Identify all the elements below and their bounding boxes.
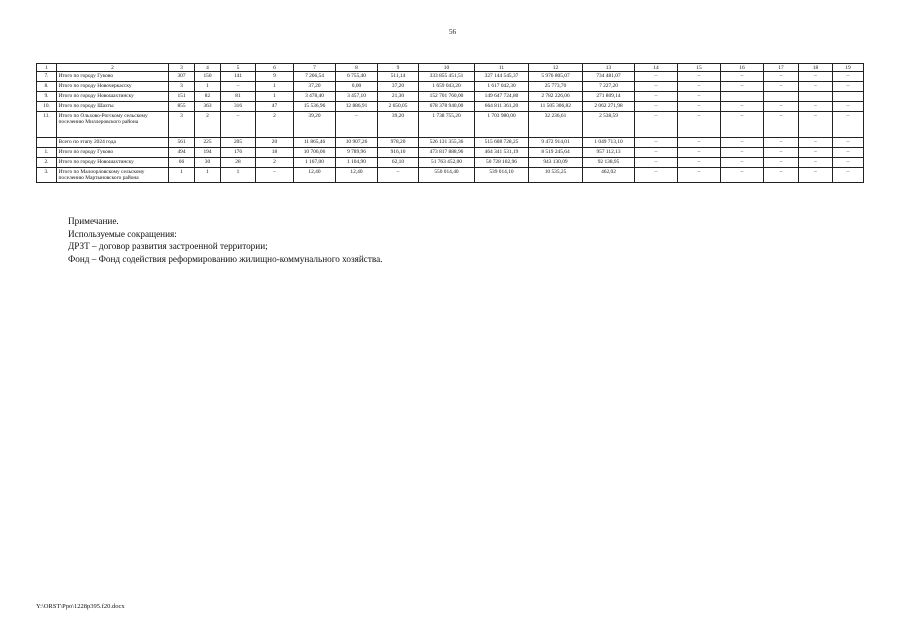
- table-cell: –: [799, 168, 833, 182]
- table-cell: 11 505 306,82: [529, 102, 583, 112]
- table-row: [37, 112, 864, 138]
- table-cell: –: [833, 112, 864, 138]
- column-number-header: 9: [378, 64, 419, 72]
- table-cell: 37,20: [378, 82, 419, 92]
- table-cell: 734 481,07: [583, 72, 635, 82]
- table-cell: 1: [195, 168, 221, 182]
- table-cell: 141: [221, 72, 256, 82]
- table-cell: 1 049 713,10: [583, 138, 635, 148]
- row-index-cell: 7.: [37, 72, 57, 82]
- table-cell: –: [221, 112, 256, 138]
- column-number-header: 13: [583, 64, 635, 72]
- row-index-cell: 10.: [37, 102, 57, 112]
- table-cell: 151: [169, 92, 195, 102]
- table-cell: –: [678, 138, 721, 148]
- table-cell: –: [833, 168, 864, 182]
- table-cell: –: [678, 168, 721, 182]
- column-number-header: 12: [529, 64, 583, 72]
- row-index-cell: 9.: [37, 92, 57, 102]
- table-cell: 150: [195, 72, 221, 82]
- table-cell: –: [635, 148, 678, 158]
- table-cell: 2 650,05: [378, 102, 419, 112]
- table-cell: –: [764, 168, 799, 182]
- table-header-row: [37, 64, 864, 72]
- table-cell: 47: [256, 102, 294, 112]
- table-cell: 66: [169, 158, 195, 168]
- table-cell: 511,14: [378, 72, 419, 82]
- table-cell: 2 782 226,06: [529, 92, 583, 102]
- row-name-cell: Итого по городу Новочеркасску: [57, 82, 169, 92]
- table-cell: –: [833, 138, 864, 148]
- table-cell: 194: [195, 148, 221, 158]
- table-cell: 916,10: [378, 148, 419, 158]
- table-cell: 25 773,70: [529, 82, 583, 92]
- column-number-header: 2: [57, 64, 169, 72]
- table-cell: –: [764, 138, 799, 148]
- table-cell: 1 167,00: [294, 158, 336, 168]
- column-number-header: 19: [833, 64, 864, 72]
- notes-title: Примечание.: [68, 216, 119, 226]
- row-name-cell: Итого по городу Новошахтинску: [57, 92, 169, 102]
- table-cell: 2: [256, 112, 294, 138]
- table-cell: 316: [221, 102, 256, 112]
- page-number: 56: [449, 28, 456, 36]
- table-cell: –: [678, 102, 721, 112]
- table-cell: 225: [195, 138, 221, 148]
- table-row: [37, 138, 864, 148]
- table-cell: 957 112,13: [583, 148, 635, 158]
- table-cell: –: [635, 112, 678, 138]
- table-cell: –: [764, 72, 799, 82]
- table-cell: 32 236,61: [529, 112, 583, 138]
- table-cell: 51 763 452,00: [419, 158, 475, 168]
- table-row: [37, 102, 864, 112]
- table-cell: 1: [169, 168, 195, 182]
- column-number-header: 3: [169, 64, 195, 72]
- table-cell: 1: [256, 92, 294, 102]
- table-cell: 3 457,10: [336, 92, 378, 102]
- table-cell: 1 617 042,30: [475, 82, 529, 92]
- column-number-header: 16: [721, 64, 764, 72]
- table-cell: [721, 92, 764, 102]
- table-cell: –: [764, 112, 799, 138]
- table-cell: 10 907,26: [336, 138, 378, 148]
- table-cell: 20: [256, 138, 294, 148]
- table-cell: 9: [256, 72, 294, 82]
- table-cell: [799, 92, 833, 102]
- table-cell: –: [799, 112, 833, 138]
- table-cell: –: [678, 148, 721, 158]
- file-path-footer: Y:\ORST\Ppo\1228p395.f20.docx: [36, 603, 125, 610]
- abbreviations-heading: Используемые сокращения:: [68, 228, 177, 239]
- column-number-header: 8: [336, 64, 378, 72]
- table-cell: 28: [221, 158, 256, 168]
- table-cell: –: [721, 138, 764, 148]
- table-cell: –: [678, 72, 721, 82]
- column-number-header: 18: [799, 64, 833, 72]
- table-cell: 1 703 980,00: [475, 112, 529, 138]
- table-cell: –: [833, 72, 864, 82]
- table-cell: –: [678, 82, 721, 92]
- table-cell: –: [635, 92, 678, 102]
- row-index-cell: 1.: [37, 148, 57, 158]
- table-cell: 515 608 728,25: [475, 138, 529, 148]
- table-cell: –: [833, 158, 864, 168]
- table-cell: 1 104,90: [336, 158, 378, 168]
- table-cell: 678 378 940,00: [419, 102, 475, 112]
- table-cell: 11 865,46: [294, 138, 336, 148]
- table-cell: 464 341 531,19: [475, 148, 529, 158]
- table-cell: 6 755,40: [336, 72, 378, 82]
- table-cell: 149 647 724,80: [475, 92, 529, 102]
- table-cell: 2 538,59: [583, 112, 635, 138]
- table-cell: 855: [169, 102, 195, 112]
- table-cell: 9 472 914,01: [529, 138, 583, 148]
- table-row: [37, 168, 864, 182]
- abbreviation-drzt: ДРЗТ – договор развития застроенной территории;: [68, 241, 268, 251]
- table-cell: –: [799, 158, 833, 168]
- table-cell: –: [721, 168, 764, 182]
- table-cell: 18: [256, 148, 294, 158]
- data-table: [36, 63, 864, 183]
- table-cell: 1 738 755,20: [419, 112, 475, 138]
- table-cell: 943 130,09: [529, 158, 583, 168]
- table-cell: –: [336, 112, 378, 138]
- table-cell: 62,10: [378, 158, 419, 168]
- table-cell: 81: [221, 92, 256, 102]
- table-cell: 92 138,95: [583, 158, 635, 168]
- table-cell: –: [221, 82, 256, 92]
- table-row: [37, 158, 864, 168]
- table-cell: –: [256, 168, 294, 182]
- table-cell: 82: [195, 92, 221, 102]
- table-cell: –: [833, 148, 864, 158]
- table-cell: –: [721, 82, 764, 92]
- table-cell: 39,20: [378, 112, 419, 138]
- table-cell: 30: [195, 158, 221, 168]
- table-cell: –: [764, 102, 799, 112]
- table-row: [37, 92, 864, 102]
- table-cell: 21,30: [378, 92, 419, 102]
- table-cell: 1: [256, 82, 294, 92]
- table-cell: –: [833, 102, 864, 112]
- table-cell: 50 728 182,96: [475, 158, 529, 168]
- row-index-cell: [37, 138, 57, 148]
- table-cell: 327 144 545,37: [475, 72, 529, 82]
- table-cell: 978,20: [378, 138, 419, 148]
- row-name-cell: Итого по городу Шахты: [57, 102, 169, 112]
- table-cell: 39,20: [294, 112, 336, 138]
- table-cell: 7 266,54: [294, 72, 336, 82]
- table-cell: 10 535,25: [529, 168, 583, 182]
- table-cell: 10 706,06: [294, 148, 336, 158]
- table-cell: –: [721, 72, 764, 82]
- table-cell: –: [635, 82, 678, 92]
- column-number-header: 14: [635, 64, 678, 72]
- table-cell: 494: [169, 148, 195, 158]
- table-cell: 539 014,10: [475, 168, 529, 182]
- abbreviation-fund: Фонд – Фонд содействия реформированию жилищно-коммунального хозяйства.: [68, 253, 383, 264]
- table-cell: –: [764, 148, 799, 158]
- table-cell: –: [764, 82, 799, 92]
- table-cell: 2: [195, 112, 221, 138]
- table-cell: 12 886,91: [336, 102, 378, 112]
- table-cell: 152 701 760,00: [419, 92, 475, 102]
- table-cell: –: [721, 112, 764, 138]
- table-cell: 0,00: [336, 82, 378, 92]
- table-row: [37, 72, 864, 82]
- table-cell: –: [678, 92, 721, 102]
- table-cell: 8 519 245,64: [529, 148, 583, 158]
- table-cell: –: [799, 148, 833, 158]
- table-row: [37, 82, 864, 92]
- table-cell: 176: [221, 148, 256, 158]
- table-cell: –: [635, 72, 678, 82]
- table-row: [37, 148, 864, 158]
- row-name-cell: Итого по городу Новошахтинску: [57, 158, 169, 168]
- table-cell: 473 817 888,96: [419, 148, 475, 158]
- row-name-cell: Итого по Ольхово-Рогскому сельскому поселению Миллеровского района: [57, 112, 169, 138]
- table-cell: 15 536,96: [294, 102, 336, 112]
- table-cell: 7 227,20: [583, 82, 635, 92]
- table-cell: 2: [256, 158, 294, 168]
- table-cell: 363: [195, 102, 221, 112]
- column-number-header: 5: [221, 64, 256, 72]
- row-name-cell: Итого по Малоорловскому сельскому поселению Мартыновского района: [57, 168, 169, 182]
- table-cell: 307: [169, 72, 195, 82]
- table-cell: 550 014,40: [419, 168, 475, 182]
- table-cell: 271 809,14: [583, 92, 635, 102]
- table-cell: –: [635, 138, 678, 148]
- table-cell: [833, 92, 864, 102]
- column-number-header: 7: [294, 64, 336, 72]
- table-cell: 205: [221, 138, 256, 148]
- table-cell: 1 659 043,20: [419, 82, 475, 92]
- column-number-header: 15: [678, 64, 721, 72]
- notes-block: [68, 215, 382, 265]
- table-cell: 3 478,40: [294, 92, 336, 102]
- table-cell: –: [799, 138, 833, 148]
- table-cell: 462,02: [583, 168, 635, 182]
- table-cell: –: [378, 168, 419, 182]
- row-index-cell: 8.: [37, 82, 57, 92]
- table-cell: 5 976 805,07: [529, 72, 583, 82]
- table-cell: –: [721, 102, 764, 112]
- table-cell: –: [721, 148, 764, 158]
- row-index-cell: 3.: [37, 168, 57, 182]
- table-cell: 526 131 355,36: [419, 138, 475, 148]
- table-cell: –: [799, 82, 833, 92]
- table-cell: –: [721, 158, 764, 168]
- table-cell: –: [678, 158, 721, 168]
- table-cell: 1: [195, 82, 221, 92]
- table-cell: –: [635, 158, 678, 168]
- table-cell: 12,40: [336, 168, 378, 182]
- table-cell: –: [764, 158, 799, 168]
- table-cell: 664 811 361,20: [475, 102, 529, 112]
- row-name-cell: Всего по этапу 2024 года: [57, 138, 169, 148]
- table-cell: [764, 92, 799, 102]
- table-cell: –: [635, 168, 678, 182]
- column-number-header: 17: [764, 64, 799, 72]
- column-number-header: 11: [475, 64, 529, 72]
- table-cell: –: [635, 102, 678, 112]
- table-cell: –: [678, 112, 721, 138]
- table-cell: 37,20: [294, 82, 336, 92]
- column-number-header: 1: [37, 64, 57, 72]
- table-cell: –: [833, 82, 864, 92]
- table-cell: 2 062 271,98: [583, 102, 635, 112]
- column-number-header: 4: [195, 64, 221, 72]
- table-cell: 333 855 451,51: [419, 72, 475, 82]
- column-number-header: 6: [256, 64, 294, 72]
- table-cell: 1: [221, 168, 256, 182]
- table-cell: –: [799, 102, 833, 112]
- row-index-cell: 11.: [37, 112, 57, 138]
- table-cell: 9 789,96: [336, 148, 378, 158]
- table-cell: 3: [169, 112, 195, 138]
- table-cell: 561: [169, 138, 195, 148]
- column-number-header: 10: [419, 64, 475, 72]
- row-name-cell: Итого по городу Гуково: [57, 72, 169, 82]
- row-name-cell: Итого по городу Гуково: [57, 148, 169, 158]
- row-index-cell: 2.: [37, 158, 57, 168]
- table-cell: 3: [169, 82, 195, 92]
- table-cell: –: [799, 72, 833, 82]
- table-cell: 12,40: [294, 168, 336, 182]
